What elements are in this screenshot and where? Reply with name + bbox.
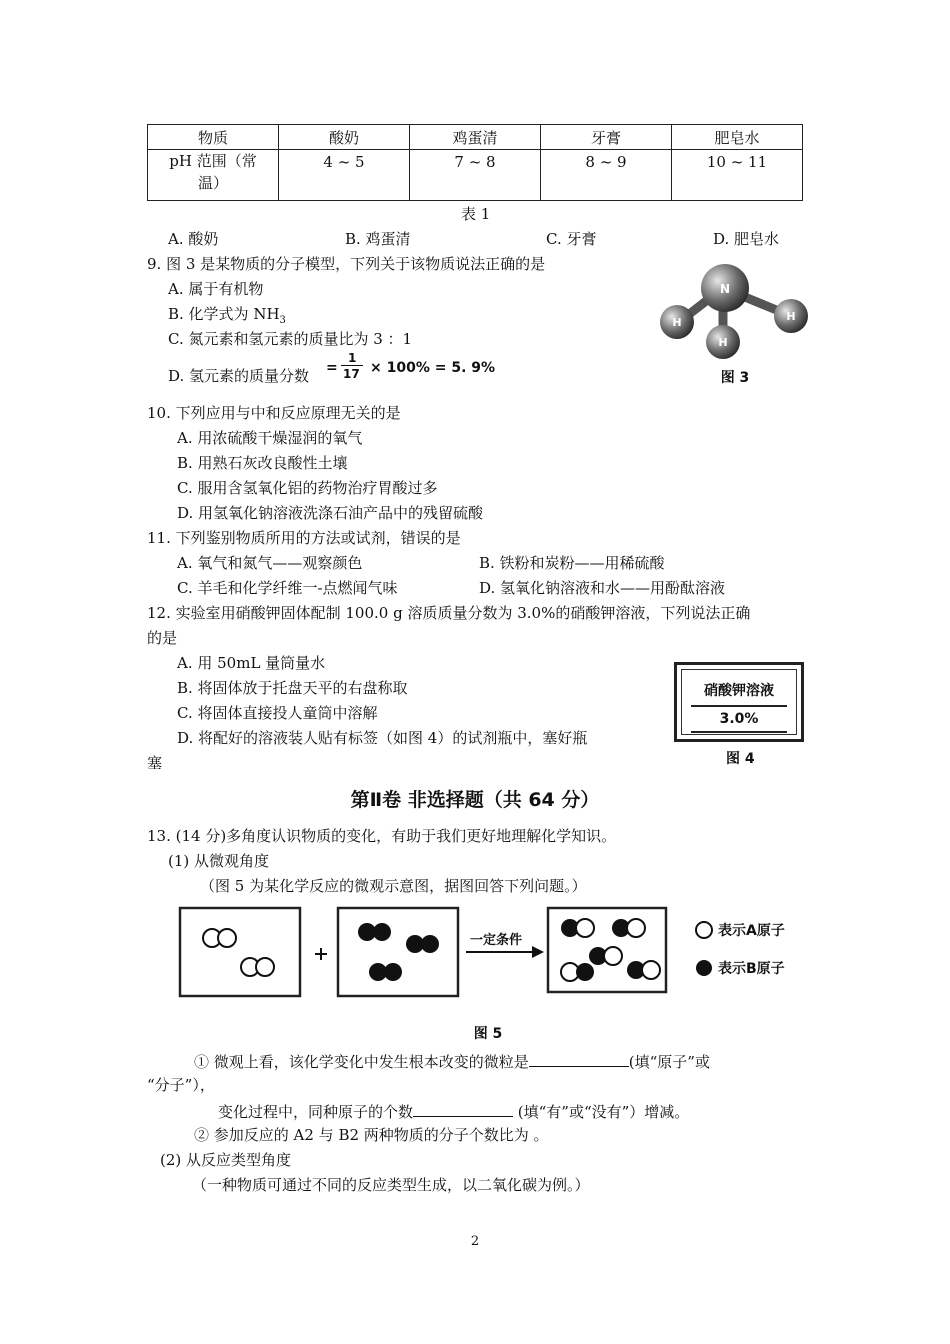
q9-option-d: D. 氢元素的质量分数 — [168, 367, 310, 385]
figure-5-caption: 图 5 — [473, 1026, 503, 1042]
q8-option-b: B. 鸡蛋清 — [345, 230, 411, 248]
q10-option-d: D. 用氢氧化钠溶液洗涤石油产品中的残留硫酸 — [177, 504, 484, 522]
figure-4-caption: 图 4 — [726, 751, 755, 767]
q12-stem-cont: 的是 — [147, 629, 178, 647]
q9-option-a: A. 属于有机物 — [168, 280, 264, 298]
hydrogen-atom-label: H — [672, 316, 682, 329]
q13-stem: 13. (14 分)多角度认识物质的变化，有助于我们更好地理解化学知识。 — [147, 827, 617, 845]
q11-option-d: D. 氢氧化钠溶液和水——用酚酞溶液 — [479, 579, 726, 597]
q8-option-a: A. 酸奶 — [168, 230, 219, 248]
q13-part2-note: （一种物质可通过不同的反应类型生成，以二氧化碳为例。） — [192, 1176, 590, 1194]
table-cell: 7 ~ 8 — [410, 150, 541, 201]
page-number: 2 — [470, 1234, 480, 1249]
nitrogen-atom-label: N — [719, 282, 731, 296]
answer-blank[interactable] — [413, 1100, 513, 1117]
q12-stem: 12. 实验室用硝酸钾固体配制 100.0 g 溶质质量分数为 3.0%的硝酸钾溶液，下列说法正确 — [147, 604, 751, 622]
q13-sub1: ① 微观上看，该化学变化中发生根本改变的微粒是 (填“原子”或 — [194, 1050, 710, 1072]
q12-option-d-cont: 塞 — [147, 754, 163, 772]
ph-table — [147, 124, 803, 201]
table-header-cell: 牙膏 — [541, 125, 672, 150]
q11-stem: 11. 下列鉴别物质所用的方法或试剂，错误的是 — [147, 529, 461, 547]
q9-option-b: B. 化学式为 $NH_3$ — [168, 305, 286, 326]
q12-option-c: C. 将固体直接投人童筒中溶解 — [177, 704, 378, 722]
legend-b-label: 表示B原子 — [718, 961, 785, 977]
q13-sub2: ② 参加反应的 A2 与 B2 两种物质的分子个数比为 。 — [194, 1126, 549, 1144]
table-caption: 表 1 — [461, 205, 491, 223]
q12-option-b: B. 将固体放于托盘天平的右盘称取 — [177, 679, 408, 697]
arrow-condition-label: 一定条件 — [469, 933, 523, 948]
answer-blank[interactable] — [529, 1050, 629, 1067]
hydrogen-atom-label: H — [718, 336, 728, 349]
q11-option-b: B. 铁粉和炭粉——用稀硫酸 — [479, 554, 665, 572]
q8-option-c: C. 牙膏 — [546, 230, 597, 248]
table-row — [148, 150, 803, 201]
q13-part1-note: （图 5 为某化学反应的微观示意图，据图回答下列问题。） — [200, 877, 587, 895]
table-cell: 10 ~ 11 — [672, 150, 803, 201]
legend-a-label: 表示A原子 — [718, 923, 785, 939]
hydrogen-atom-label: H — [786, 310, 796, 323]
q10-stem: 10. 下列应用与中和反应原理无关的是 — [147, 404, 401, 422]
label-value: 3.0% — [719, 711, 759, 727]
q10-option-a: A. 用浓硫酸干燥湿润的氧气 — [177, 429, 363, 447]
reagent-label-figure — [674, 662, 804, 742]
q13-sub1-cont: “分子”）， — [147, 1076, 215, 1094]
q13-part2: (2) 从反应类型角度 — [160, 1151, 292, 1169]
q13-sub1-line2: 变化过程中，同种原子的个数 (填“有”或“没有”）增减。 — [218, 1100, 689, 1122]
figure-3-caption: 图 3 — [720, 370, 750, 386]
q11-option-a: A. 氧气和氮气——观察颜色 — [177, 554, 363, 572]
table-header-cell: 鸡蛋清 — [410, 125, 541, 150]
table-cell: 8 ~ 9 — [541, 150, 672, 201]
table-header-cell: 肥皂水 — [672, 125, 803, 150]
label-title: 硝酸钾溶液 — [704, 683, 774, 699]
table-header-cell: 物质 — [148, 125, 279, 150]
table-cell: 4 ~ 5 — [279, 150, 410, 201]
table-header-cell: 酸奶 — [279, 125, 410, 150]
ammonia-molecule-figure — [645, 258, 820, 393]
table-header-row — [148, 125, 803, 150]
q13-part1: (1) 从微观角度 — [168, 852, 270, 870]
section-title: 第Ⅱ卷 非选择题（共 64 分） — [350, 789, 600, 811]
q10-option-b: B. 用熟石灰改良酸性土壤 — [177, 454, 348, 472]
q9-option-c: C. 氮元素和氢元素的质量比为 3 ：1 — [168, 330, 413, 348]
table-row-label: pH 范围（常温） — [148, 150, 279, 201]
q12-option-a: A. 用 50mL 量筒量水 — [177, 654, 326, 672]
q9-stem: 9. 图 3 是某物质的分子模型，下列关于该物质说法正确的是 — [147, 255, 546, 273]
q10-option-c: C. 服用含氢氧化铝的药物治疗胃酸过多 — [177, 479, 438, 497]
q8-option-d: D. 肥皂水 — [713, 230, 780, 248]
reaction-diagram-figure — [178, 904, 808, 1044]
q11-option-c: C. 羊毛和化学纤维一-点燃闻气味 — [177, 579, 398, 597]
q12-option-d: D. 将配好的溶液装人贴有标签（如图 4）的试剂瓶中，塞好瓶 — [177, 729, 588, 747]
